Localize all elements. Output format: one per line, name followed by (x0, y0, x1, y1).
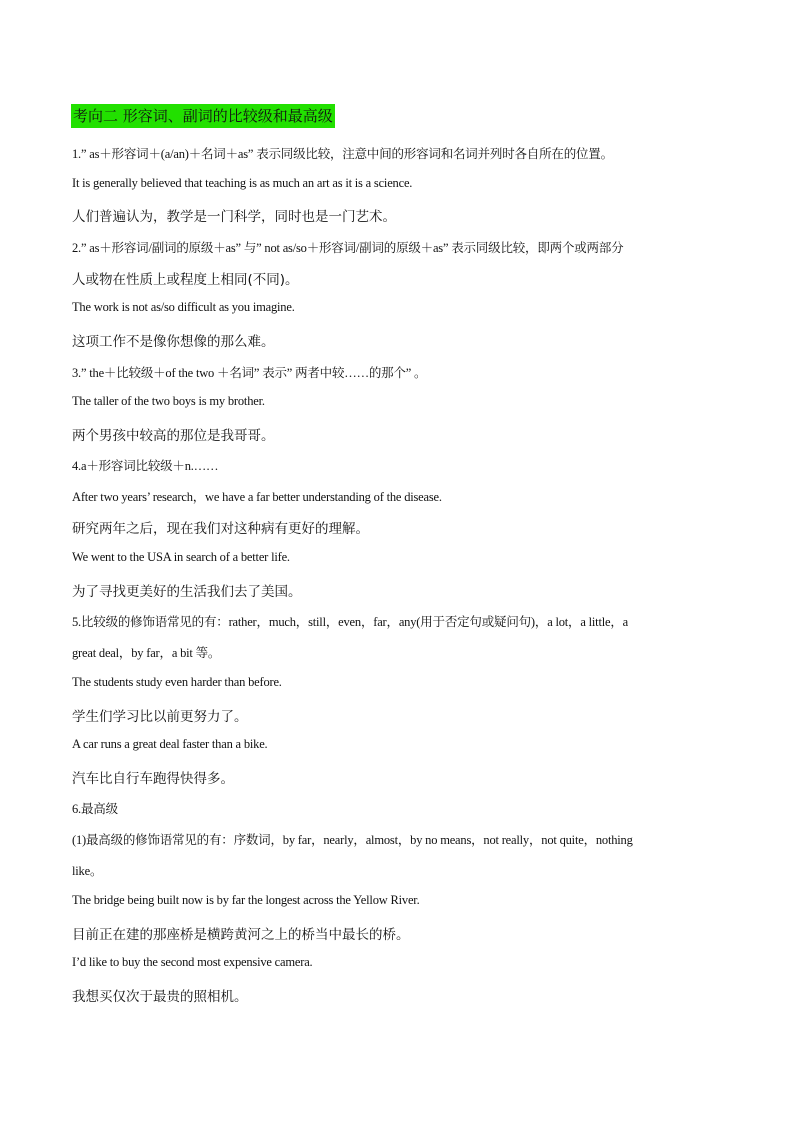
example-en-2: The work is not as/so difficult as you imagine. (72, 300, 295, 314)
rule-2-line-1: 2.” as＋形容词/副词的原级＋as” 与” not as/so＋形容词/副词的原级＋as” 表示同级比较，即两个或两部分 (72, 241, 624, 255)
rule-2-line-2: 人或物在性质上或程度上相同(不同)。 (72, 272, 299, 288)
rule-5-line-1: 5.比较级的修饰语常见的有：rather，much，still，even，far，any(用于否定句或疑问句)，a lot，a little，a (72, 615, 628, 629)
example-en-4a: After two years’ research，we have a far better understanding of the disease. (72, 490, 442, 504)
example-zh-6a: 目前正在建的那座桥是横跨黄河之上的桥当中最长的桥。 (72, 927, 410, 943)
rule-4: 4.a＋形容词比较级＋n.…… (72, 459, 219, 473)
rule-1: 1.” as＋形容词＋(a/an)＋名词＋as” 表示同级比较，注意中间的形容词和名词并列时各自所在的位置。 (72, 147, 613, 161)
rule-6-heading: 6.最高级 (72, 802, 118, 816)
rule-5-line-2: great deal，by far，a bit 等。 (72, 646, 221, 660)
rule-6-1-line-2: like。 (72, 864, 103, 878)
example-zh-5a: 学生们学习比以前更努力了。 (72, 709, 248, 725)
example-zh-5b: 汽车比自行车跑得快得多。 (72, 771, 234, 787)
example-en-5b: A car runs a great deal faster than a bike. (72, 737, 268, 751)
example-en-3: The taller of the two boys is my brother. (72, 394, 265, 408)
example-zh-2: 这项工作不是像你想像的那么难。 (72, 334, 275, 350)
section-heading: 考向二 形容词、副词的比较级和最高级 (71, 104, 335, 128)
example-zh-4b: 为了寻找更美好的生活我们去了美国。 (72, 584, 302, 600)
example-en-1: It is generally believed that teaching is as much an art as it is a science. (72, 176, 413, 190)
example-zh-3: 两个男孩中较高的那位是我哥哥。 (72, 428, 275, 444)
example-en-6a: The bridge being built now is by far the longest across the Yellow River. (72, 893, 420, 907)
rule-3: 3.” the＋比较级＋of the two ＋名词” 表示” 两者中较……的那个” 。 (72, 366, 427, 380)
example-en-6b: I’d like to buy the second most expensive camera. (72, 955, 313, 969)
example-zh-4a: 研究两年之后，现在我们对这种病有更好的理解。 (72, 521, 369, 537)
example-en-4b: We went to the USA in search of a better life. (72, 550, 290, 564)
rule-6-1-line-1: (1)最高级的修饰语常见的有：序数词，by far，nearly，almost，by no means，not really，not quite，nothing (72, 833, 633, 847)
example-en-5a: The students study even harder than before. (72, 675, 282, 689)
example-zh-1: 人们普遍认为，教学是一门科学，同时也是一门艺术。 (72, 209, 396, 225)
example-zh-6b: 我想买仅次于最贵的照相机。 (72, 989, 248, 1005)
